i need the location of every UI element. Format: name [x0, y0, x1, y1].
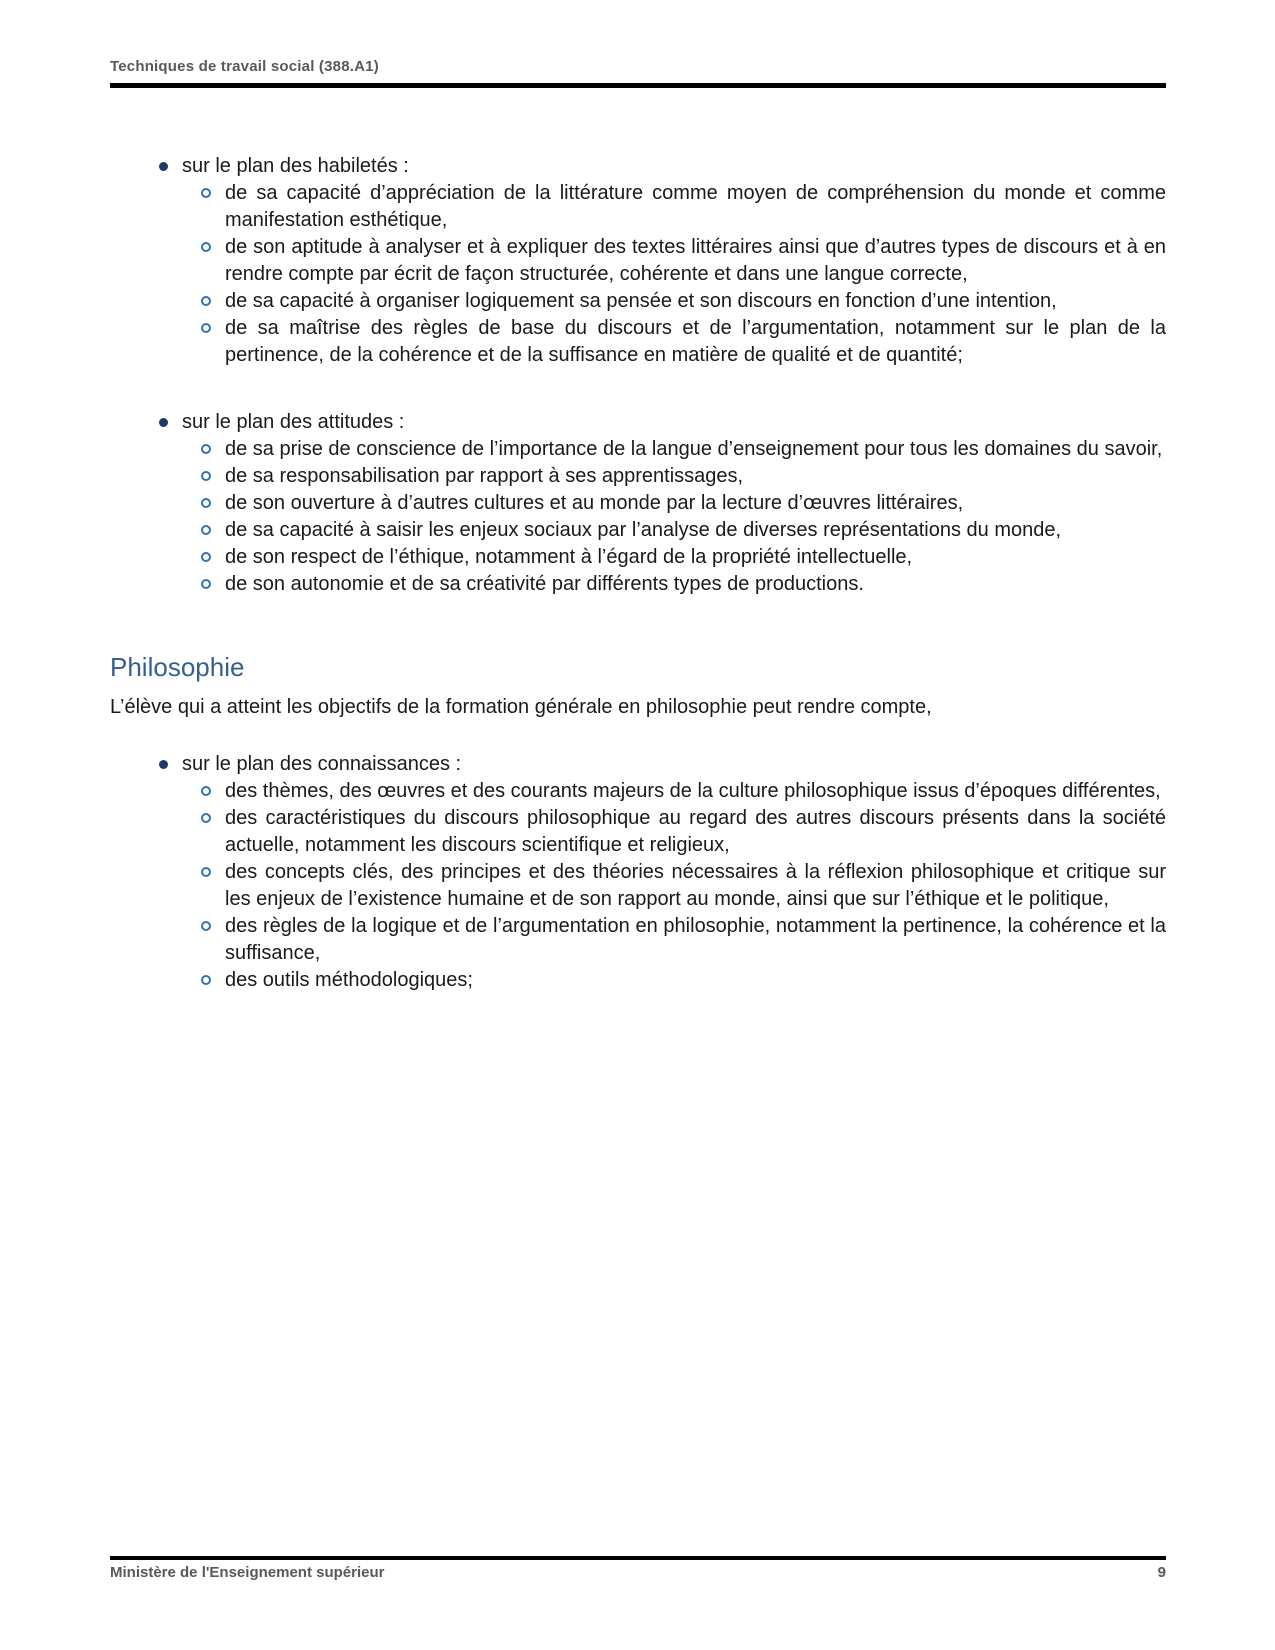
list-item	[110, 544, 1166, 571]
list-item	[110, 967, 1166, 994]
list-item-text: des concepts clés, des principes et des théories nécessaires à la réflexion philosophique et critique sur les enjeux de l’existence humaine et de son rapport au monde, ainsi que sur l’éthique et le politique,	[225, 861, 1166, 910]
list-item	[110, 490, 1166, 517]
list-item	[110, 288, 1166, 315]
list-item-text: de sa capacité à organiser logiquement sa pensée et son discours en fonction d’une intention,	[225, 290, 1057, 312]
list-item-text: de sa capacité à saisir les enjeux sociaux par l’analyse de diverses représentations du monde,	[225, 519, 1062, 541]
circle-bullet-icon	[201, 296, 211, 306]
bullet-group-attitudes	[110, 409, 1166, 598]
circle-bullet-icon	[201, 242, 211, 252]
bullet-group-title-row	[110, 409, 1166, 436]
list-item	[110, 517, 1166, 544]
circle-bullet-icon	[201, 471, 211, 481]
circle-bullet-icon	[201, 552, 211, 562]
philosophie-intro-paragraph: L’élève qui a atteint les objectifs de la formation générale en philosophie peut rendre compte,	[110, 696, 932, 718]
page-footer	[110, 1556, 1166, 1581]
page-header	[110, 58, 1166, 88]
list-item-text: des règles de la logique et de l’argumentation en philosophie, notamment la pertinence, la cohérence et la suffisance,	[225, 915, 1166, 964]
list-item-text: de son autonomie et de sa créativité par différents types de productions.	[225, 573, 864, 595]
list-item	[110, 436, 1166, 463]
bullet-group-connaissances	[110, 751, 1166, 994]
footer-page-number: 9	[1157, 1564, 1166, 1581]
list-item-text: de sa maîtrise des règles de base du discours et de l’argumentation, notamment sur le plan de la pertinence, de la cohérence et de la suffisance en matière de qualité et de quantité;	[225, 317, 1166, 366]
circle-bullet-icon	[201, 921, 211, 931]
circle-bullet-icon	[201, 813, 211, 823]
list-item	[110, 913, 1166, 967]
footer-ministry-label: Ministère de l'Enseignement supérieur	[110, 1564, 385, 1581]
list-item	[110, 805, 1166, 859]
circle-bullet-icon	[201, 975, 211, 985]
list-item-text: de sa prise de conscience de l’importance de la langue d’enseignement pour tous les domaines du savoir,	[225, 438, 1163, 460]
bullet-group-title: sur le plan des habiletés :	[182, 155, 409, 177]
list-item-text: de son respect de l’éthique, notamment à l’égard de la propriété intellectuelle,	[225, 546, 913, 568]
section-heading-philosophie: Philosophie	[110, 652, 245, 682]
list-item	[110, 463, 1166, 490]
circle-bullet-icon	[201, 323, 211, 333]
list-item-text: de sa responsabilisation par rapport à ses apprentissages,	[225, 465, 744, 487]
circle-bullet-icon	[201, 579, 211, 589]
list-item-text: des outils méthodologiques;	[225, 969, 473, 991]
circle-bullet-icon	[201, 786, 211, 796]
page-content	[110, 140, 1166, 994]
bullet-icon	[159, 162, 168, 171]
list-item-text: de son ouverture à d’autres cultures et au monde par la lecture d’œuvres littéraires,	[225, 492, 964, 514]
list-item-text: de sa capacité d’appréciation de la littérature comme moyen de compréhension du monde et comme manifestation esthétique,	[225, 182, 1166, 231]
circle-bullet-icon	[201, 525, 211, 535]
list-item	[110, 234, 1166, 288]
circle-bullet-icon	[201, 188, 211, 198]
header-title: Techniques de travail social (388.A1)	[110, 58, 379, 75]
bullet-icon	[159, 760, 168, 769]
list-item	[110, 571, 1166, 598]
list-item-text: des caractéristiques du discours philosophique au regard des autres discours présents dans la société actuelle, notamment les discours scientifique et religieux,	[225, 807, 1166, 856]
bullet-group-title: sur le plan des attitudes :	[182, 411, 405, 433]
bullet-group-title-row	[110, 751, 1166, 778]
list-item-text: de son aptitude à analyser et à expliquer des textes littéraires ainsi que d’autres types de discours et à en rendre compte par écrit de façon structurée, cohérente et dans une langue correcte,	[225, 236, 1166, 285]
list-item	[110, 180, 1166, 234]
bullet-group-title-row	[110, 153, 1166, 180]
circle-bullet-icon	[201, 498, 211, 508]
circle-bullet-icon	[201, 444, 211, 454]
list-item	[110, 859, 1166, 913]
bullet-group-title: sur le plan des connaissances :	[182, 753, 462, 775]
list-item-text: des thèmes, des œuvres et des courants majeurs de la culture philosophique issus d’époques différentes,	[225, 780, 1161, 802]
bullet-icon	[159, 418, 168, 427]
circle-bullet-icon	[201, 867, 211, 877]
list-item	[110, 315, 1166, 369]
list-item	[110, 778, 1166, 805]
bullet-group-habiletes	[110, 153, 1166, 369]
